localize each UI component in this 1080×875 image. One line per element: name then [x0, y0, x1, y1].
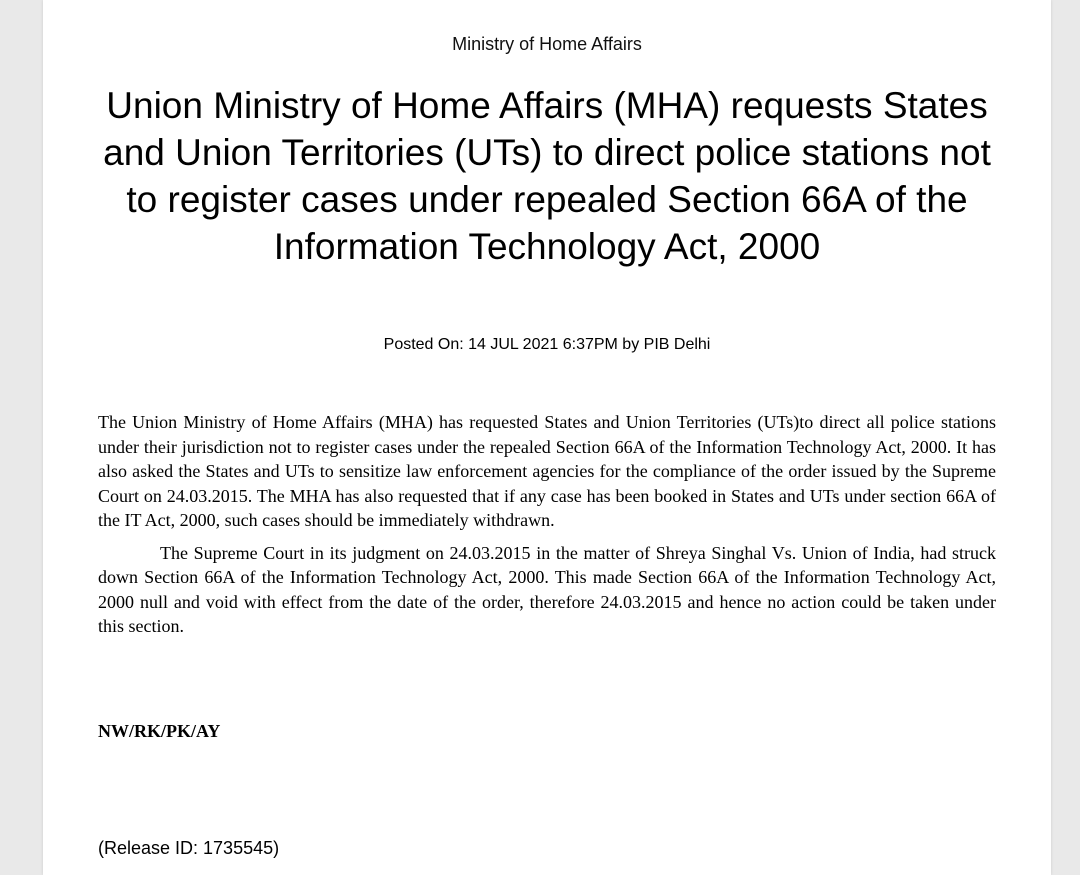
page-title: Union Ministry of Home Affairs (MHA) requests States and Union Territories (UTs) to direct police stations not to register cases under repealed Section 66A of the Information Technology Act, 2000 — [103, 85, 991, 267]
body-paragraph: The Union Ministry of Home Affairs (MHA) has requested States and Union Territories (UTs)to direct all police stations under their jurisdiction not to register cases under the repealed Section 66A of the Information Technology Act, 2000. It has also asked the States and UTs to sensitize law enforcement agencies for the compliance of the order issued by the Supreme Court on 24.03.2015. The MHA has also requested that if any case has been booked in States and UTs under section 66A of the IT Act, 2000, such cases should be immediately withdrawn. — [98, 412, 996, 530]
release-id: (Release ID: 1735545) — [98, 838, 280, 858]
posted-on-line: Posted On: 14 JUL 2021 6:37PM by PIB Delhi — [383, 336, 711, 353]
body-paragraph: The Supreme Court in its judgment on 24.03.2015 in the matter of Shreya Singhal Vs. Union of India, had struck down Section 66A of the Information Technology Act, 2000. This made Section 66A of the Information Technology Act, 2000 null and void with effect from the date of the order, therefore 24.03.2015 and hence no action could be taken under this section. — [98, 542, 996, 636]
press-release-body — [98, 410, 996, 647]
reference-code: NW/RK/PK/AY — [98, 721, 221, 741]
ministry-name: Ministry of Home Affairs — [452, 34, 642, 54]
document-page — [43, 0, 1051, 875]
